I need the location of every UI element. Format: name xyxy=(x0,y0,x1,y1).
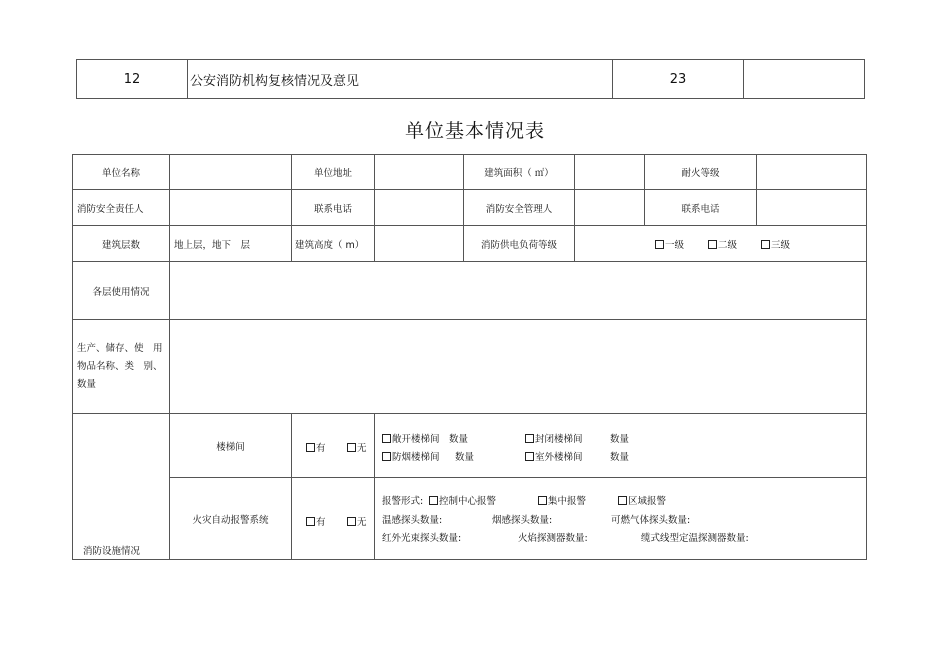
power-load-options xyxy=(575,226,867,262)
alarm-yes-label: 有 xyxy=(316,517,326,528)
checkbox-icon xyxy=(382,434,391,443)
alarm-form-centralized-label: 集中报警 xyxy=(548,496,587,507)
checkbox-icon xyxy=(525,434,534,443)
item-empty-cell xyxy=(744,60,865,99)
checkbox-icon xyxy=(525,452,534,461)
stair-type-enclosed-label: 封闭楼梯间 xyxy=(535,434,583,445)
building-height-label: 建筑高度（ m） xyxy=(292,226,375,262)
alarm-presence xyxy=(292,478,375,560)
stair-type-smokeproof[interactable] xyxy=(382,449,440,463)
materials-label: 生产、储存、使 用物品名称、类 别、数量 xyxy=(73,320,170,414)
fire-rating-label: 耐火等级 xyxy=(645,155,757,190)
row-alarm xyxy=(73,478,867,560)
item-index: 12 xyxy=(77,60,188,99)
stair-type-outdoor-label: 室外楼梯间 xyxy=(535,452,583,463)
row-stairs xyxy=(73,414,867,478)
floors-label: 建筑层数 xyxy=(73,226,170,262)
power-option-3[interactable] xyxy=(761,237,790,251)
facilities-label: 消防设施情况 xyxy=(73,414,170,560)
contact-phone-label-1: 联系电话 xyxy=(292,190,375,226)
contact-phone-field-2[interactable] xyxy=(757,190,867,226)
building-area-label: 建筑面积（ ㎡） xyxy=(464,155,575,190)
row-responsible xyxy=(73,190,867,226)
checkbox-icon xyxy=(538,496,547,505)
power-option-1[interactable] xyxy=(655,237,684,251)
row-floor-usage xyxy=(73,262,867,320)
stairs-no-label: 无 xyxy=(357,443,367,454)
stair-type-smokeproof-qty: 数量 xyxy=(455,452,475,463)
checkbox-icon xyxy=(306,443,315,452)
checkbox-icon xyxy=(618,496,627,505)
page-title: 单位基本情况表 xyxy=(404,120,545,142)
alarm-form-regional[interactable] xyxy=(618,493,666,507)
gas-detector-count: 可燃气体探头数量: xyxy=(611,515,691,526)
stair-type-enclosed[interactable] xyxy=(525,431,583,445)
stairs-presence xyxy=(292,414,375,478)
stair-type-smokeproof-label: 防烟楼梯间 xyxy=(392,452,440,463)
previous-page-row-table xyxy=(76,59,865,99)
power-option-2-label: 二级 xyxy=(718,240,738,251)
item-title: 公安消防机构复核情况及意见 xyxy=(188,60,613,99)
heat-detector-count: 温感探头数量: xyxy=(382,515,443,526)
power-load-label: 消防供电负荷等级 xyxy=(464,226,575,262)
alarm-form-label: 报警形式: xyxy=(382,496,424,507)
checkbox-icon xyxy=(382,452,391,461)
unit-address-label: 单位地址 xyxy=(292,155,375,190)
item-page: 23 xyxy=(613,60,744,99)
infrared-detector-count: 红外光束探头数量: xyxy=(382,533,462,544)
building-height-field[interactable] xyxy=(375,226,464,262)
smoke-detector-count: 烟感探头数量: xyxy=(492,515,553,526)
power-option-2[interactable] xyxy=(708,237,737,251)
flame-detector-count: 火焰探测器数量: xyxy=(518,533,588,544)
linear-heat-detector-count: 缆式线型定温探测器数量: xyxy=(641,533,749,544)
safety-responsible-label: 消防安全责任人 xyxy=(73,190,170,226)
alarm-form-centralized[interactable] xyxy=(538,493,586,507)
unit-info-table xyxy=(72,154,867,560)
power-option-1-label: 一级 xyxy=(665,240,685,251)
power-option-3-label: 三级 xyxy=(771,240,791,251)
alarm-details xyxy=(375,478,867,560)
fire-rating-field[interactable] xyxy=(757,155,867,190)
stair-type-open-label: 敞开楼梯间 xyxy=(392,434,440,445)
alarm-form-control-center[interactable] xyxy=(429,493,496,507)
unit-address-field[interactable] xyxy=(375,155,464,190)
checkbox-icon xyxy=(761,240,770,249)
checkbox-icon xyxy=(708,240,717,249)
alarm-yes-option[interactable] xyxy=(306,514,326,528)
stairs-no-option[interactable] xyxy=(347,440,367,454)
stair-type-open-qty: 数量 xyxy=(449,434,469,445)
checkbox-icon xyxy=(347,517,356,526)
stair-type-outdoor[interactable] xyxy=(525,449,583,463)
checkbox-icon xyxy=(655,240,664,249)
alarm-form-regional-label: 区域报警 xyxy=(628,496,667,507)
alarm-no-option[interactable] xyxy=(347,514,367,528)
checkbox-icon xyxy=(347,443,356,452)
stairs-label: 楼梯间 xyxy=(170,414,292,478)
safety-manager-field[interactable] xyxy=(575,190,645,226)
safety-responsible-field[interactable] xyxy=(170,190,292,226)
checkbox-icon xyxy=(429,496,438,505)
row-materials xyxy=(73,320,867,414)
floor-usage-field[interactable] xyxy=(170,262,867,320)
safety-manager-label: 消防安全管理人 xyxy=(464,190,575,226)
floors-value[interactable]: 地上层，地下 层 xyxy=(170,226,292,262)
stair-type-enclosed-qty: 数量 xyxy=(610,434,630,445)
row-unit-name xyxy=(73,155,867,190)
stairs-types xyxy=(375,414,867,478)
contact-phone-field-1[interactable] xyxy=(375,190,464,226)
unit-name-field[interactable] xyxy=(170,155,292,190)
stairs-yes-label: 有 xyxy=(316,443,326,454)
alarm-no-label: 无 xyxy=(357,517,367,528)
checkbox-icon xyxy=(306,517,315,526)
materials-field[interactable] xyxy=(170,320,867,414)
stair-type-outdoor-qty: 数量 xyxy=(610,452,630,463)
alarm-label: 火灾自动报警系统 xyxy=(170,478,292,560)
stair-type-open[interactable] xyxy=(382,431,440,445)
building-area-field[interactable] xyxy=(575,155,645,190)
floor-usage-label: 各层使用情况 xyxy=(73,262,170,320)
stairs-yes-option[interactable] xyxy=(306,440,326,454)
contact-phone-label-2: 联系电话 xyxy=(645,190,757,226)
row-floors xyxy=(73,226,867,262)
unit-name-label: 单位名称 xyxy=(73,155,170,190)
alarm-form-control-center-label: 控制中心报警 xyxy=(439,496,497,507)
